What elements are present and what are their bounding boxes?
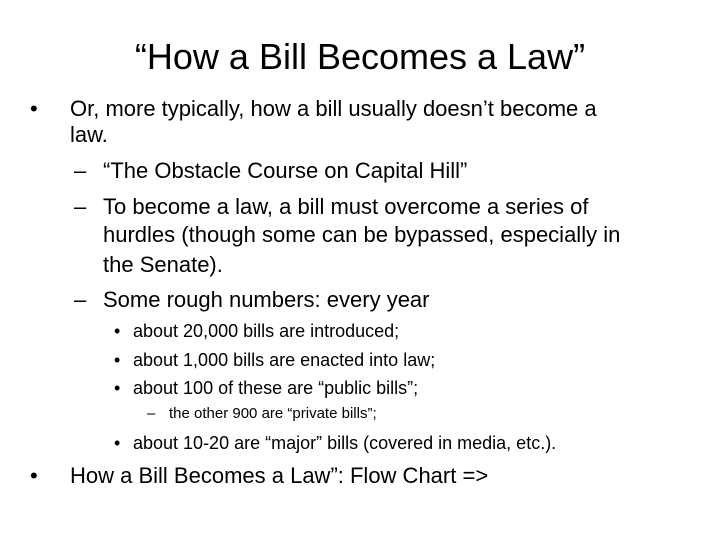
sub-sub-bullet-marker: •	[114, 321, 121, 341]
sub-bullet-marker: –	[74, 158, 87, 183]
sub-sub-bullet-marker: •	[114, 378, 121, 398]
bullet-text: law.	[70, 122, 108, 147]
sub-bullet-marker: –	[74, 287, 87, 312]
level4-bullet-marker: –	[147, 405, 156, 422]
sub-bullet-text: “The Obstacle Course on Capital Hill”	[103, 158, 468, 183]
sub-sub-bullet-marker: •	[114, 350, 121, 370]
sub-bullet-text: Some rough numbers: every year	[103, 287, 430, 312]
bullet-marker: •	[30, 463, 38, 488]
level4-bullet-text: the other 900 are “private bills”;	[169, 405, 377, 422]
bullet-text: Or, more typically, how a bill usually doesn’t become a	[70, 96, 597, 121]
slide-title: “How a Bill Becomes a Law”	[134, 36, 586, 77]
bullet-text: How a Bill Becomes a Law”: Flow Chart =>	[70, 463, 489, 488]
sub-bullet-text: hurdles (though some can be bypassed, especially in	[103, 222, 621, 247]
sub-sub-bullet-text: about 20,000 bills are introduced;	[133, 321, 400, 341]
sub-bullet-marker: –	[74, 194, 87, 219]
sub-sub-bullet-text: about 1,000 bills are enacted into law;	[133, 350, 436, 370]
bullet-marker: •	[30, 96, 38, 121]
sub-bullet-text: To become a law, a bill must overcome a series of	[103, 194, 589, 219]
sub-sub-bullet-text: about 10-20 are “major” bills (covered in media, etc.).	[133, 433, 557, 453]
sub-sub-bullet-text: about 100 of these are “public bills”;	[133, 378, 419, 398]
sub-sub-bullet-marker: •	[114, 433, 121, 453]
sub-bullet-text: the Senate).	[103, 252, 223, 277]
